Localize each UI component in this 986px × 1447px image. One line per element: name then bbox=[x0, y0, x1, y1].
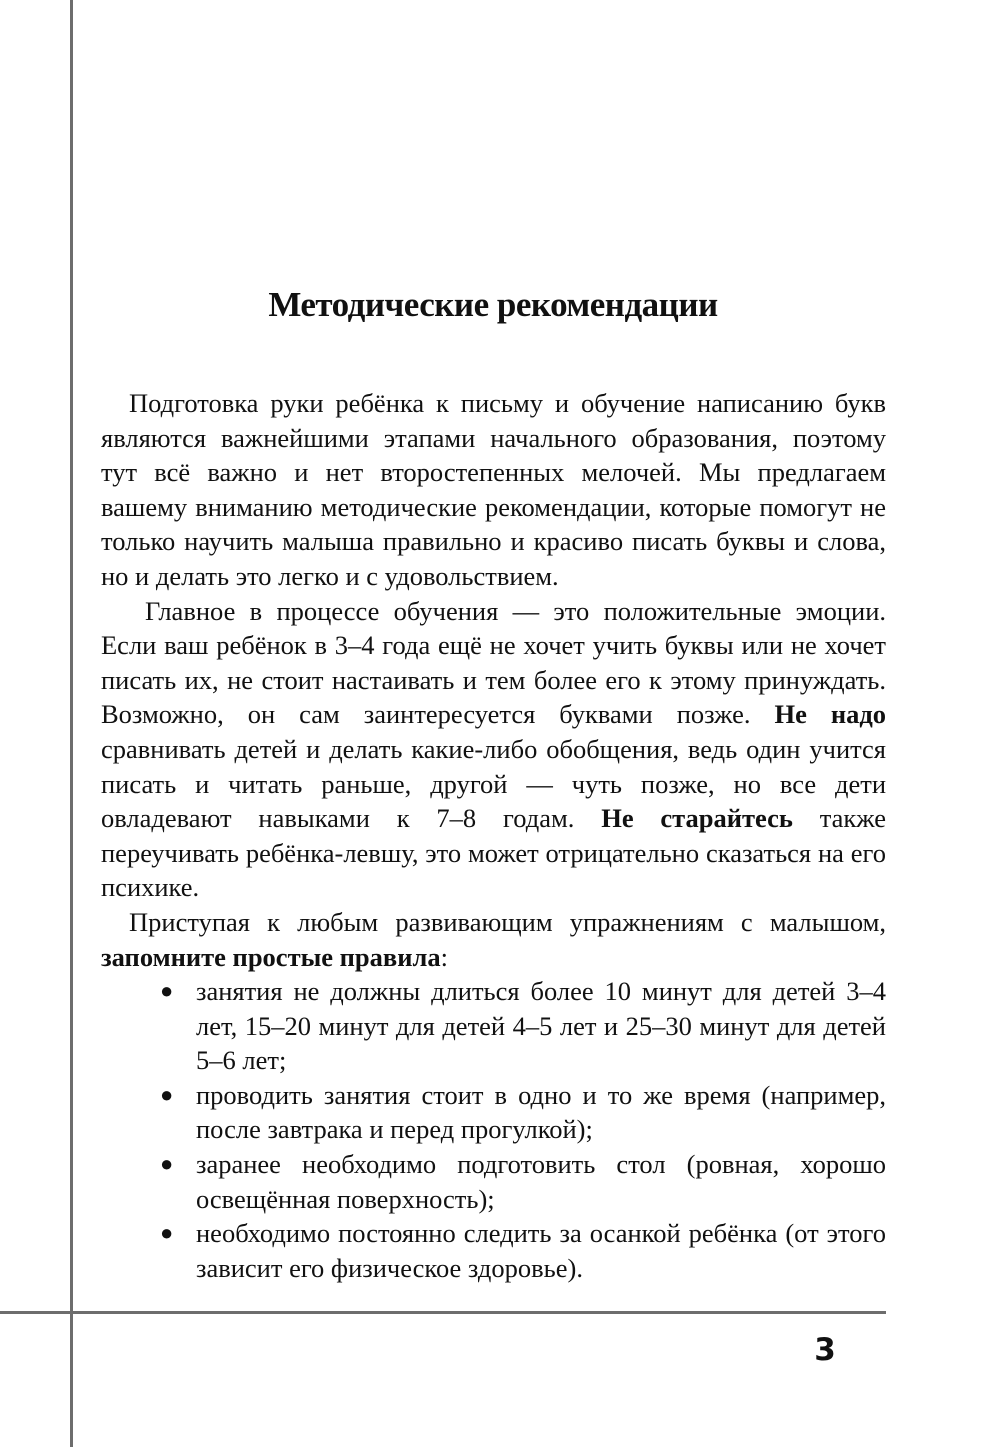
bullet-icon: ● bbox=[160, 1081, 174, 1107]
bullet-icon: ● bbox=[160, 978, 174, 1004]
list-item bbox=[160, 1078, 886, 1147]
paragraph-text: также переучивать ребёнка-левшу, это может отрицательно сказаться на его психике. bbox=[101, 803, 887, 903]
list-item-text: проводить занятия стоит в одно и то же время (например, после завтрака и перед прогулкой); bbox=[196, 1079, 886, 1145]
paragraph-emotions bbox=[101, 594, 886, 905]
bullet-icon: ● bbox=[160, 1151, 174, 1177]
page-title: Методические рекомендации bbox=[268, 285, 718, 324]
list-item-text: заранее необходимо подготовить стол (ровная, хорошо освещённая поверхность); bbox=[196, 1149, 886, 1214]
paragraph-rules-intro bbox=[101, 905, 886, 974]
colon: : bbox=[440, 941, 448, 972]
list-item-text: необходимо постоянно следить за осанкой ребёнка (от этого зависит его физическое здоровье). bbox=[196, 1218, 886, 1283]
rules-list bbox=[101, 974, 886, 1285]
list-item bbox=[160, 1216, 886, 1285]
page-margin-line bbox=[70, 0, 73, 1447]
paragraph-text: сравнивать детей и делать какие-либо обобщения, ведь один учится писать и читать раньше, другой — чуть позже, но все дети овладевают навыками к 7–8 годам. bbox=[101, 733, 886, 834]
paragraph-text: Главное в процессе обучения — это положительные эмоции. Если ваш ребёнок в 3–4 года ещё не хочет учить буквы или не хочет писать их, не стоит настаивать и тем более его к этому принуждать. Возможно, он сам заинтересуется буквами позже. bbox=[101, 595, 886, 730]
list-item bbox=[160, 1147, 886, 1216]
main-text bbox=[101, 386, 886, 1285]
bullet-icon: ● bbox=[160, 1220, 174, 1246]
list-item bbox=[160, 974, 886, 1078]
paragraph-text: Приступая к любым развивающим упражнениям с малышом, bbox=[129, 906, 886, 937]
emphasis-remember-rules: запомните простые правила bbox=[101, 941, 441, 972]
emphasis-dont-try: Не старайтесь bbox=[601, 803, 793, 834]
page-number: 3 bbox=[814, 1332, 836, 1368]
list-item-text: занятия не должны длиться более 10 минут для детей 3–4 лет, 15–20 минут для детей 4–5 лет и 25–30 минут для детей 5–6 лет; bbox=[196, 976, 886, 1076]
emphasis-dont: Не надо bbox=[774, 699, 886, 730]
footer-rule bbox=[0, 1311, 886, 1314]
paragraph-intro: Подготовка руки ребёнка к письму и обучение написанию букв являются важнейшими этапами начального образования, поэтому тут всё важно и нет второстепенных мелочей. Мы предлагаем вашему вниманию методические рекомендации, которые помогут не только научить малыша правильно и красиво писать буквы и слова, но и делать это легко и с удовольствием. bbox=[101, 388, 886, 591]
